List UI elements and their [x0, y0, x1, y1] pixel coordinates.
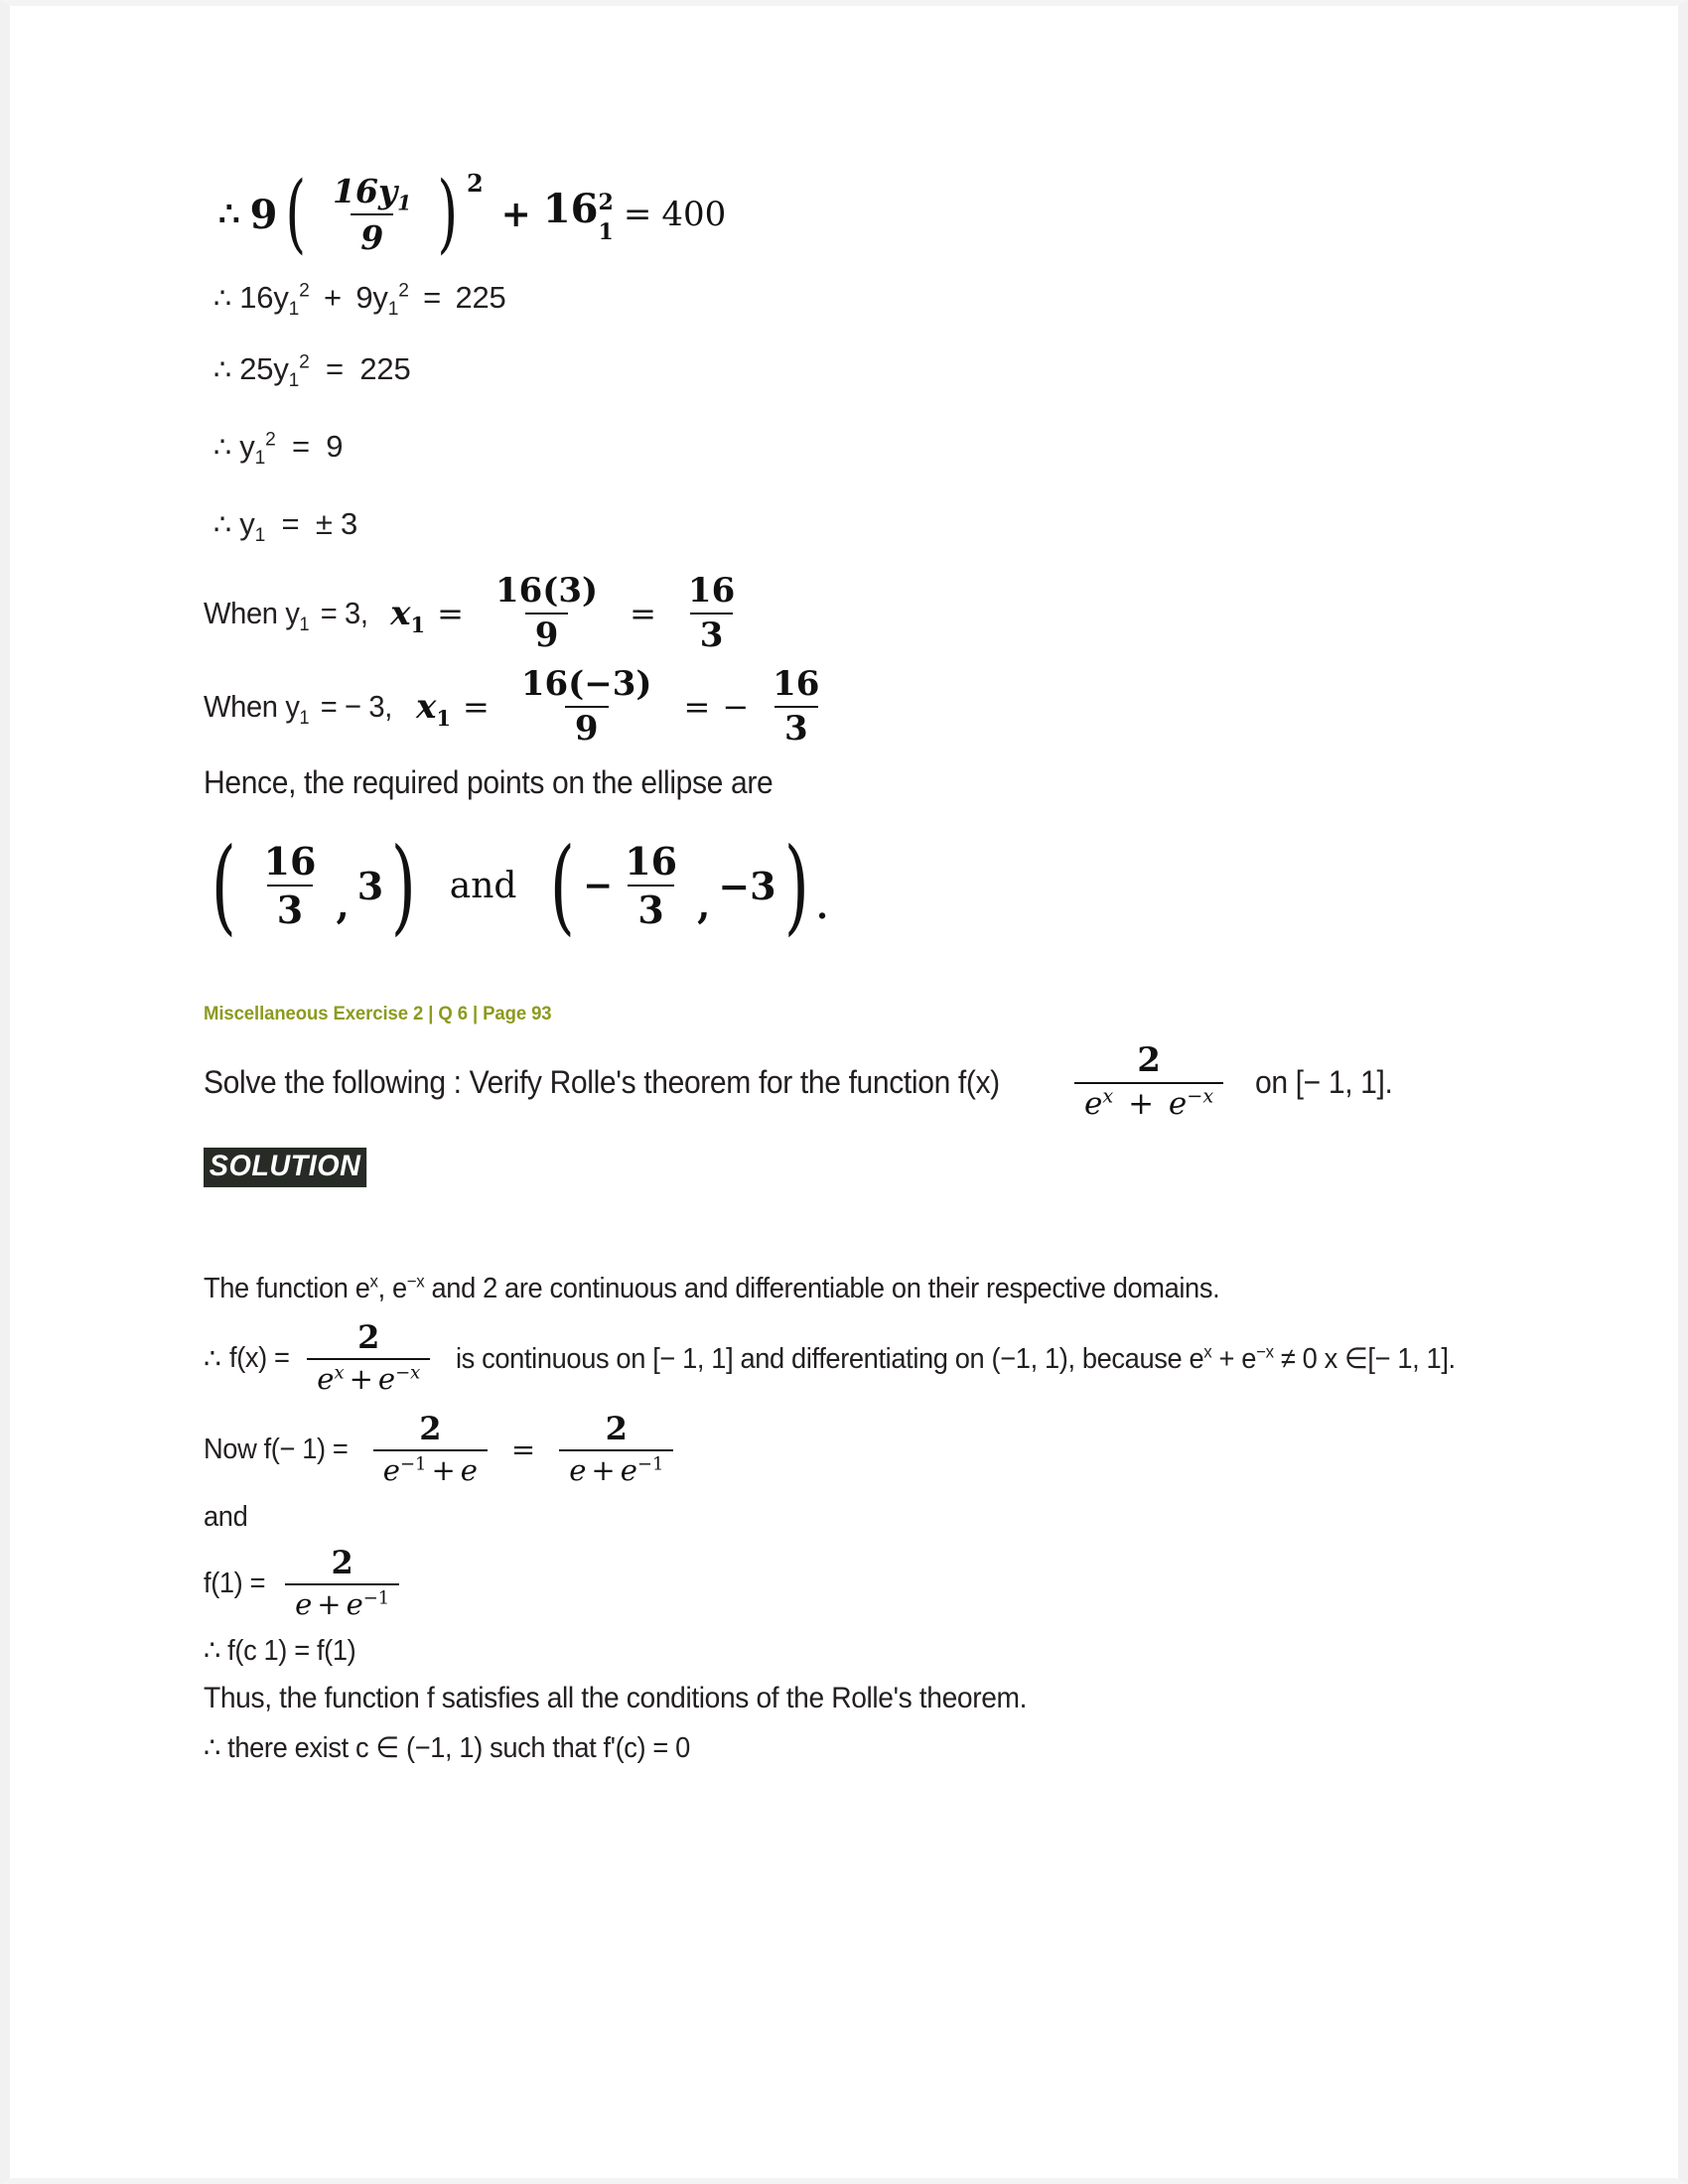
frac-den-3: 3: [690, 613, 734, 654]
frac-den-9: 9: [525, 613, 569, 654]
sol-frac-den: $e^x + e^{-x}$: [307, 1358, 430, 1394]
equation-step-4: [213, 429, 1574, 506]
point2-fraction: [615, 838, 687, 932]
p2-num: 16: [625, 838, 678, 884]
solution-line-7: Thus, the function f satisfies all the conditions of the Rolle's theorem.: [204, 1682, 1028, 1714]
l5-den: $e + e^{-1}$: [285, 1583, 399, 1619]
fraction-neg16-over-3: [763, 663, 829, 749]
solution-line-2: [204, 1312, 1574, 1404]
question-fraction: [1074, 1040, 1223, 1123]
paren-exponent: 2: [466, 169, 484, 198]
solution-line-6: ∴ f(c 1) = f(1): [204, 1635, 356, 1667]
fraction-16y1-over-9: [323, 173, 421, 257]
solution-badge: SOLUTION: [204, 1148, 366, 1187]
solution-fraction-fx: [307, 1318, 430, 1397]
point2-paren-open: (: [550, 824, 576, 946]
frac-denominator: 9: [360, 217, 384, 257]
paren-open: (: [285, 164, 307, 264]
point1-fraction: [254, 838, 327, 932]
fraction-fminus1-b: [559, 1410, 673, 1488]
when-positive-eq2: =: [630, 595, 656, 632]
question-frac-num: 2: [1137, 1040, 1161, 1081]
term-16-sub1-sup2: 16 2 1: [542, 185, 614, 246]
point2-comma: ,: [697, 883, 711, 927]
page-content: [204, 155, 1574, 1773]
point1-y: 3: [356, 863, 384, 908]
step4-expression: $y_1^2 = 9$: [239, 429, 344, 470]
solution-line-3: [204, 1404, 1574, 1495]
step5-expression: $y_1$ = ± 3: [239, 506, 358, 547]
equation-step-1: [218, 155, 1574, 274]
step3-expression: $25y_1^2 = 225$: [239, 351, 411, 392]
when-negative-eq1: =: [463, 688, 490, 726]
question-text-before: Solve the following : Verify Rolle's theorem for the function f(x): [204, 1063, 1000, 1100]
l5-num: 2: [331, 1544, 353, 1582]
point1-comma: ,: [336, 883, 350, 927]
when-negative-prefix: When $y_1$ = − 3,: [204, 689, 392, 730]
therefore-symbol-4: ∴: [213, 430, 232, 464]
solution-intro: The function $e^x$, $e^{-x}$ and 2 are continuous and differentiable on their respective domains.: [204, 1271, 1220, 1304]
fraction-16x3-over-9: [486, 570, 608, 655]
f1-label: f(1) =: [204, 1567, 266, 1599]
hence-text: Hence, the required points on the ellipse are: [204, 764, 774, 800]
when-positive-prefix: When $y_1 = 3$,: [204, 596, 368, 636]
point2-paren-close: ): [783, 824, 809, 946]
therefore-symbol-3: ∴: [213, 352, 232, 386]
and-word: and: [449, 865, 517, 906]
frac-num-16: 16: [687, 570, 736, 611]
frac-den-9b: 9: [565, 706, 609, 748]
plus-operator: +: [500, 194, 531, 235]
frac-den-3b: 3: [774, 706, 818, 748]
p1-num: 16: [263, 838, 317, 884]
fraction-f1: [285, 1544, 399, 1622]
final-period: .: [816, 887, 829, 927]
final-points-line: [204, 816, 1574, 955]
frac-num-163: 16(3): [494, 570, 599, 611]
solution-line2-mid: is continuous on [− 1, 1] and differentiating on (−1, 1), because $e^x + e^{-x} \ne 0$ x ∈[− 1, 1].: [456, 1340, 1457, 1375]
solution-line-8: ∴ there exist c ∈ (−1, 1) such that f'(c) = 0: [204, 1732, 690, 1764]
sol-frac-num: 2: [357, 1318, 380, 1357]
negative-sign: −: [722, 688, 750, 726]
point2-minus: −: [583, 865, 614, 906]
step2-expression: $16y_1^2 + 9y_1^2 = 225$: [239, 280, 506, 321]
therefore-symbol-2: ∴: [213, 281, 232, 315]
therefore-symbol: ∴: [218, 195, 240, 234]
fraction-16xneg3-over-9: [511, 663, 662, 749]
l3-f2-den: $e + e^{-1}$: [559, 1449, 673, 1485]
l3-f2-num: 2: [605, 1410, 628, 1448]
l3-f1-num: 2: [419, 1410, 442, 1448]
when-negative-eq2: =: [683, 688, 711, 726]
when-positive-eq1: =: [437, 595, 464, 632]
solution-line-5: [204, 1539, 1574, 1628]
equation-step-3: [213, 351, 1574, 429]
equals-sign: =: [623, 195, 652, 234]
equation-step-5: [213, 506, 1574, 568]
l3-f1-den: $e^{-1} + e$: [373, 1449, 488, 1485]
point1-paren-open: (: [211, 824, 236, 946]
solution-and: and: [204, 1501, 248, 1533]
p1-den: 3: [267, 885, 313, 930]
question-text-after: on [− 1, 1].: [1255, 1063, 1393, 1100]
fraction-fminus1-a: [373, 1410, 488, 1488]
frac-num-16b: 16: [773, 663, 820, 704]
now-f-minus-1-label: Now f(− 1) =: [204, 1433, 349, 1465]
frac-num-16neg3: 16(−3): [520, 663, 652, 704]
point1-paren-close: ): [390, 824, 417, 946]
coefficient-9: 9: [249, 191, 278, 238]
question-line: [204, 1038, 1574, 1126]
when-negative-var: $x_1$: [416, 687, 452, 731]
fraction-16-over-3: [678, 570, 745, 655]
result-400: 400: [661, 195, 727, 234]
l3-equals: =: [510, 1433, 536, 1466]
when-line-positive: [204, 568, 1574, 659]
question-frac-den: $e^x + e^{-x}$: [1074, 1082, 1223, 1121]
fx-label: f(x) =: [228, 1341, 290, 1374]
exercise-header: Miscellaneous Exercise 2 | Q 6 | Page 93: [204, 1003, 552, 1024]
therefore-symbol-5: ∴: [213, 507, 232, 541]
solution-label-wrap: [204, 1148, 1574, 1197]
point2-y: −3: [718, 863, 776, 908]
paren-close: ): [437, 164, 459, 264]
frac-numerator: $16y_1$: [333, 171, 412, 215]
when-line-negative: [204, 659, 1574, 754]
therefore-symbol-sol: ∴: [204, 1341, 221, 1375]
equation-step-2: [213, 280, 1574, 351]
p2-den: 3: [628, 885, 673, 930]
when-positive-var: $x_1$: [390, 594, 426, 637]
